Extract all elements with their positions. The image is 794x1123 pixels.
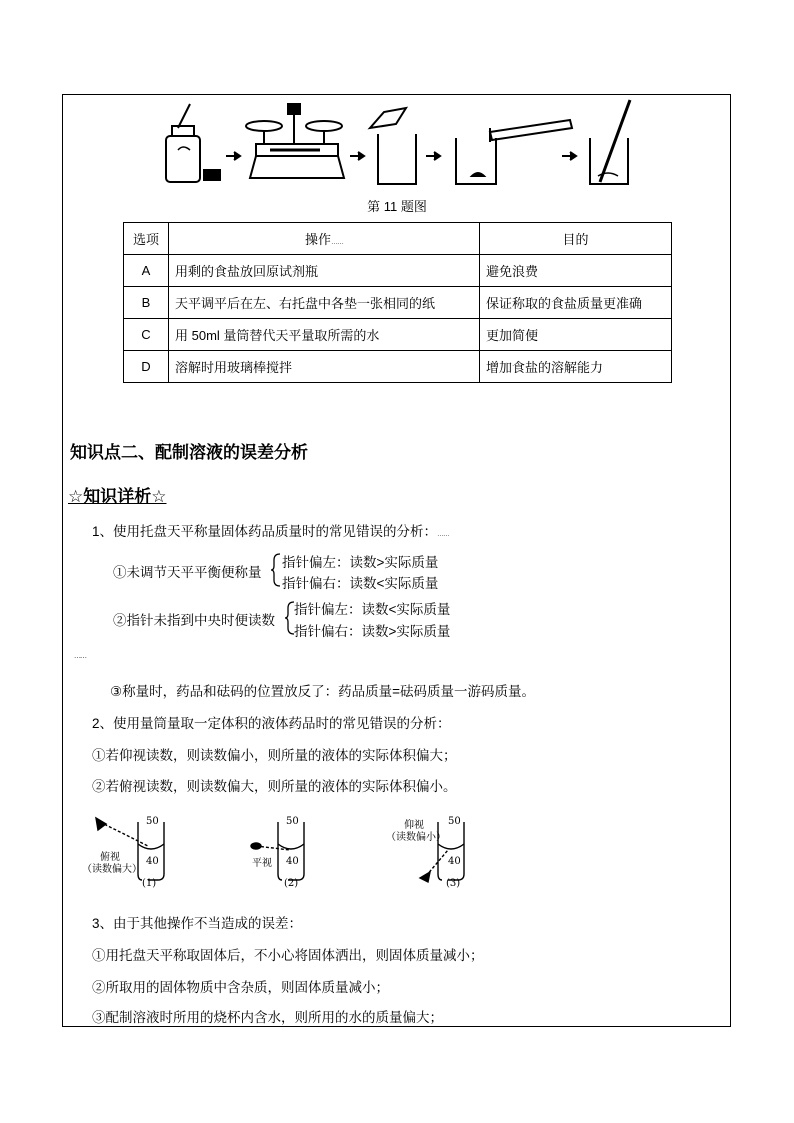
table-row: [124, 287, 672, 319]
row-option: B: [124, 287, 169, 319]
view-note: （读数偏大）: [82, 864, 142, 875]
scale-bottom: 40: [448, 856, 461, 867]
row-option: A: [124, 255, 169, 287]
table-row: [124, 255, 672, 287]
scale-bottom: 40: [146, 856, 159, 867]
scale-bottom: 40: [286, 856, 299, 867]
row-option: C: [124, 319, 169, 351]
part3-line2: ②所取用的固体物质中含杂质，则固体质量减小；: [92, 980, 389, 996]
part3-line3: ③配制溶液时所用的烧杯内含水，则所用的水的质量偏大；: [92, 1010, 443, 1026]
side-note: ……: [74, 652, 86, 660]
case1-right: 指针偏右：读数<实际质量: [282, 576, 439, 591]
stirring-beaker-icon: [590, 100, 630, 184]
row-option: D: [124, 351, 169, 383]
case1-label: ①未调节天平平衡便称量: [113, 565, 262, 581]
beaker-paper-icon: [370, 108, 416, 184]
section-title: 知识点二、配制溶液的误差分析: [70, 443, 308, 462]
figure-number: (1): [142, 878, 157, 889]
row-operation: 溶解时用玻璃棒搅拌: [169, 351, 480, 383]
part3-line1: ①用托盘天平称取固体后，不小心将固体洒出，则固体质量减小；: [92, 948, 484, 964]
header-option: 选项: [124, 223, 169, 255]
view-label: 俯视: [100, 852, 120, 863]
measuring-cylinder-icon: [82, 816, 194, 892]
header-purpose: 目的: [480, 223, 672, 255]
part2-line1: ①若仰视读数，则读数偏小，则所量的液体的实际体积偏大；: [92, 748, 457, 764]
case1-left: 指针偏左：读数>实际质量: [282, 555, 439, 570]
row-operation: 天平调平后在左、右托盘中各垫一张相同的纸: [169, 287, 480, 319]
row-purpose: 保证称取的食盐质量更准确: [480, 287, 672, 319]
case2-label: ②指针未指到中央时便读数: [113, 613, 275, 629]
options-table: [123, 222, 672, 383]
balance-icon: [246, 104, 344, 178]
row-purpose: 更加简便: [480, 319, 672, 351]
part3-heading: 3、由于其他操作不当造成的误差：: [92, 916, 303, 931]
part2-line2: ②若俯视读数，则读数偏大，则所量的液体的实际体积偏小。: [92, 779, 457, 795]
table-header-row: [124, 223, 672, 255]
part1-heading: 1、使用托盘天平称量固体药品质量时的常见错误的分析：……: [92, 524, 450, 539]
part2-heading: 2、使用量筒量取一定体积的液体药品时的常见错误的分析：: [92, 716, 451, 731]
experiment-procedure-figure: [100, 98, 660, 190]
scale-top: 50: [286, 816, 299, 827]
section-subtitle: ☆知识详析☆: [68, 487, 167, 506]
case2-right: 指针偏右：读数>实际质量: [294, 624, 451, 639]
figure-caption: 第 11 题图: [367, 199, 427, 214]
cylinder-figure-1: [82, 816, 194, 892]
cylinder-figure-2: [248, 816, 318, 892]
reagent-bottle-icon: [166, 104, 220, 182]
row-purpose: 避免浪费: [480, 255, 672, 287]
view-label: 平视: [252, 858, 272, 869]
case3-text: ③称量时，药品和砝码的位置放反了：药品质量=砝码质量一游码质量。: [110, 684, 535, 699]
table-row: [124, 351, 672, 383]
brace-icon: [270, 552, 282, 588]
row-operation: 用 50ml 量筒替代天平量取所需的水: [169, 319, 480, 351]
cylinder-figure-3: [386, 816, 496, 892]
figure-number: (2): [284, 878, 299, 889]
row-operation: 用剩的食盐放回原试剂瓶: [169, 255, 480, 287]
case2-left: 指针偏左：读数<实际质量: [294, 602, 451, 617]
scale-top: 50: [448, 816, 461, 827]
table-row: [124, 319, 672, 351]
view-note: （读数偏小）: [386, 832, 446, 843]
header-operation: 操作……: [169, 223, 480, 255]
figure-number: (3): [446, 878, 461, 889]
scale-top: 50: [146, 816, 159, 827]
pouring-cylinder-icon: [456, 120, 572, 184]
row-purpose: 增加食盐的溶解能力: [480, 351, 672, 383]
view-label: 仰视: [404, 820, 424, 831]
